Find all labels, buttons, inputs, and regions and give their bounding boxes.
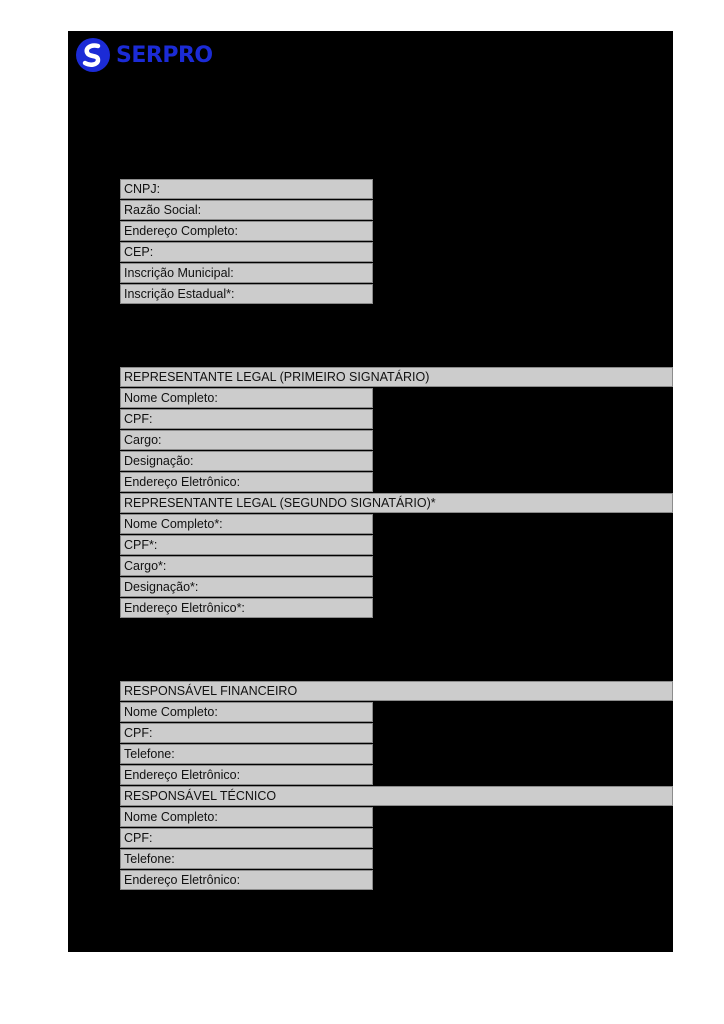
field-inscricao-municipal: Inscrição Municipal: xyxy=(120,263,373,283)
field-inscricao-estadual: Inscrição Estadual*: xyxy=(120,284,373,304)
field-rep2-cpf: CPF*: xyxy=(120,535,373,555)
field-rep2-designacao: Designação*: xyxy=(120,577,373,597)
section-header-tecnico: RESPONSÁVEL TÉCNICO xyxy=(120,786,673,806)
field-cnpj: CNPJ: xyxy=(120,179,373,199)
field-fin-telefone: Telefone: xyxy=(120,744,373,764)
serpro-logo xyxy=(76,37,213,73)
field-tec-email: Endereço Eletrônico: xyxy=(120,870,373,890)
field-tec-nome: Nome Completo: xyxy=(120,807,373,827)
field-cep: CEP: xyxy=(120,242,373,262)
field-rep1-nome: Nome Completo: xyxy=(120,388,373,408)
field-rep2-nome: Nome Completo*: xyxy=(120,514,373,534)
serpro-logo-text: SERPRO xyxy=(116,42,213,68)
field-fin-email: Endereço Eletrônico: xyxy=(120,765,373,785)
field-rep2-email: Endereço Eletrônico*: xyxy=(120,598,373,618)
field-rep1-email: Endereço Eletrônico: xyxy=(120,472,373,492)
field-rep1-cargo: Cargo: xyxy=(120,430,373,450)
field-rep1-designacao: Designação: xyxy=(120,451,373,471)
field-fin-cpf: CPF: xyxy=(120,723,373,743)
field-tec-telefone: Telefone: xyxy=(120,849,373,869)
field-tec-cpf: CPF: xyxy=(120,828,373,848)
field-rep2-cargo: Cargo*: xyxy=(120,556,373,576)
field-razao-social: Razão Social: xyxy=(120,200,373,220)
field-endereco-completo: Endereço Completo: xyxy=(120,221,373,241)
section-header-financeiro: RESPONSÁVEL FINANCEIRO xyxy=(120,681,673,701)
field-fin-nome: Nome Completo: xyxy=(120,702,373,722)
field-rep1-cpf: CPF: xyxy=(120,409,373,429)
section-header-representante-2: REPRESENTANTE LEGAL (SEGUNDO SIGNATÁRIO)* xyxy=(120,493,673,513)
section-header-representante-1: REPRESENTANTE LEGAL (PRIMEIRO SIGNATÁRIO) xyxy=(120,367,673,387)
serpro-logo-icon xyxy=(76,38,110,72)
document-page xyxy=(68,31,673,952)
